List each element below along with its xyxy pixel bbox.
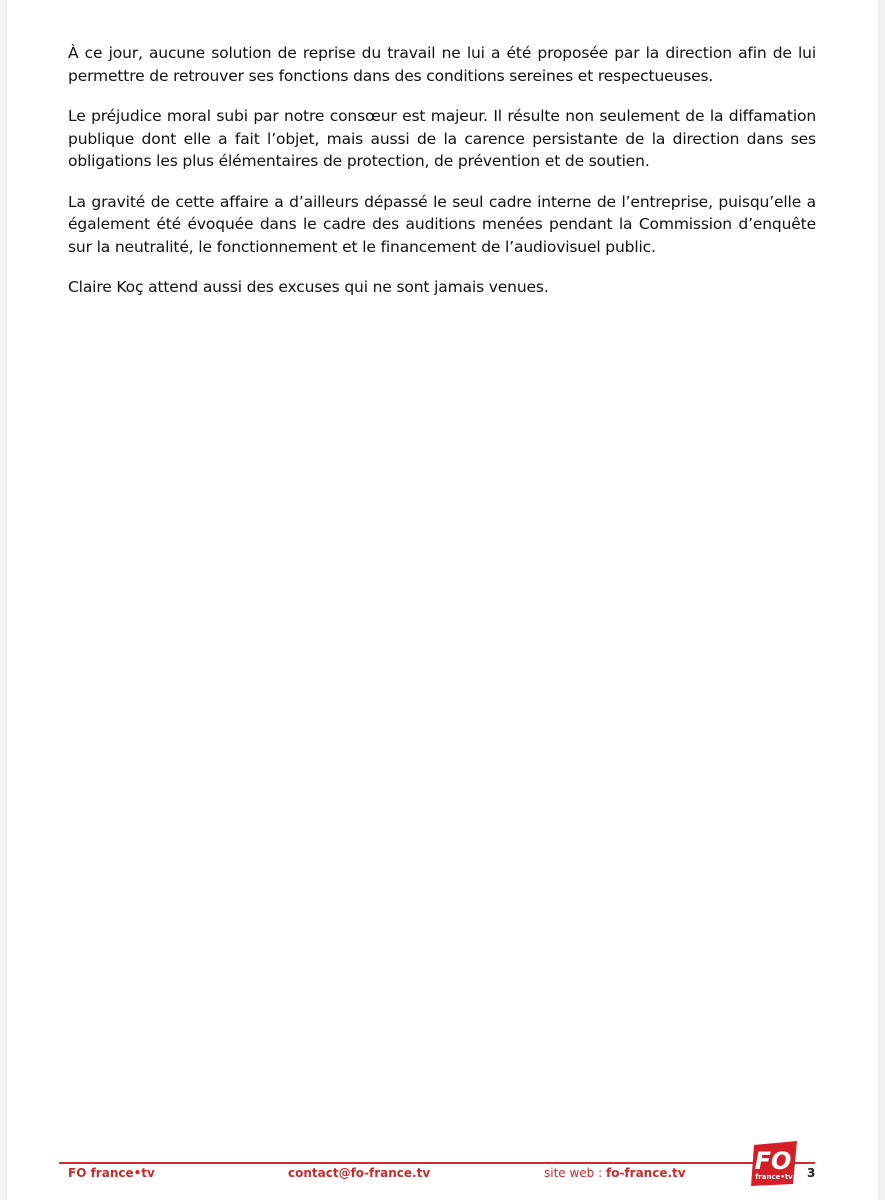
paragraph-1: À ce jour, aucune solution de reprise du travail ne lui a été proposée par la direction afin de lui permettre de retrouver ses fonctions dans des conditions sereines et respectueuses.	[68, 44, 816, 85]
paragraph-4: Claire Koç attend aussi des excuses qui ne sont jamais venues.	[68, 278, 549, 296]
logo-main-text: FO	[754, 1147, 792, 1175]
footer-website-url[interactable]: fo-france.tv	[605, 1166, 686, 1180]
footer-divider	[59, 1162, 815, 1164]
footer-website-label: site web :	[544, 1166, 606, 1180]
fo-france-tv-logo	[749, 1138, 799, 1188]
logo-sub-text: france•tv	[755, 1173, 793, 1181]
paragraph-3: La gravité de cette affaire a d’ailleurs dépassé le seul cadre interne de l’entreprise, puisqu’elle a également été évoquée dans le cadre des auditions menées pendant la Commission d’enquête sur la neutralité, le fonctionnement et le financement de l’audiovisuel public.	[68, 192, 816, 256]
footer-contact-email[interactable]: contact@fo-france.tv	[288, 1166, 431, 1180]
document-body	[68, 42, 816, 317]
document-page	[7, 0, 878, 1200]
paragraph-2: Le préjudice moral subi par notre consœur est majeur. Il résulte non seulement de la diffamation publique dont elle a fait l’objet, mais aussi de la carence persistante de la direction dans ses obligations les plus élémentaires de protection, de prévention et de soutien.	[68, 107, 816, 170]
footer-brand: FO france•tv	[68, 1166, 155, 1180]
page-number: 3	[807, 1166, 816, 1180]
footer-website[interactable]	[544, 1166, 686, 1180]
